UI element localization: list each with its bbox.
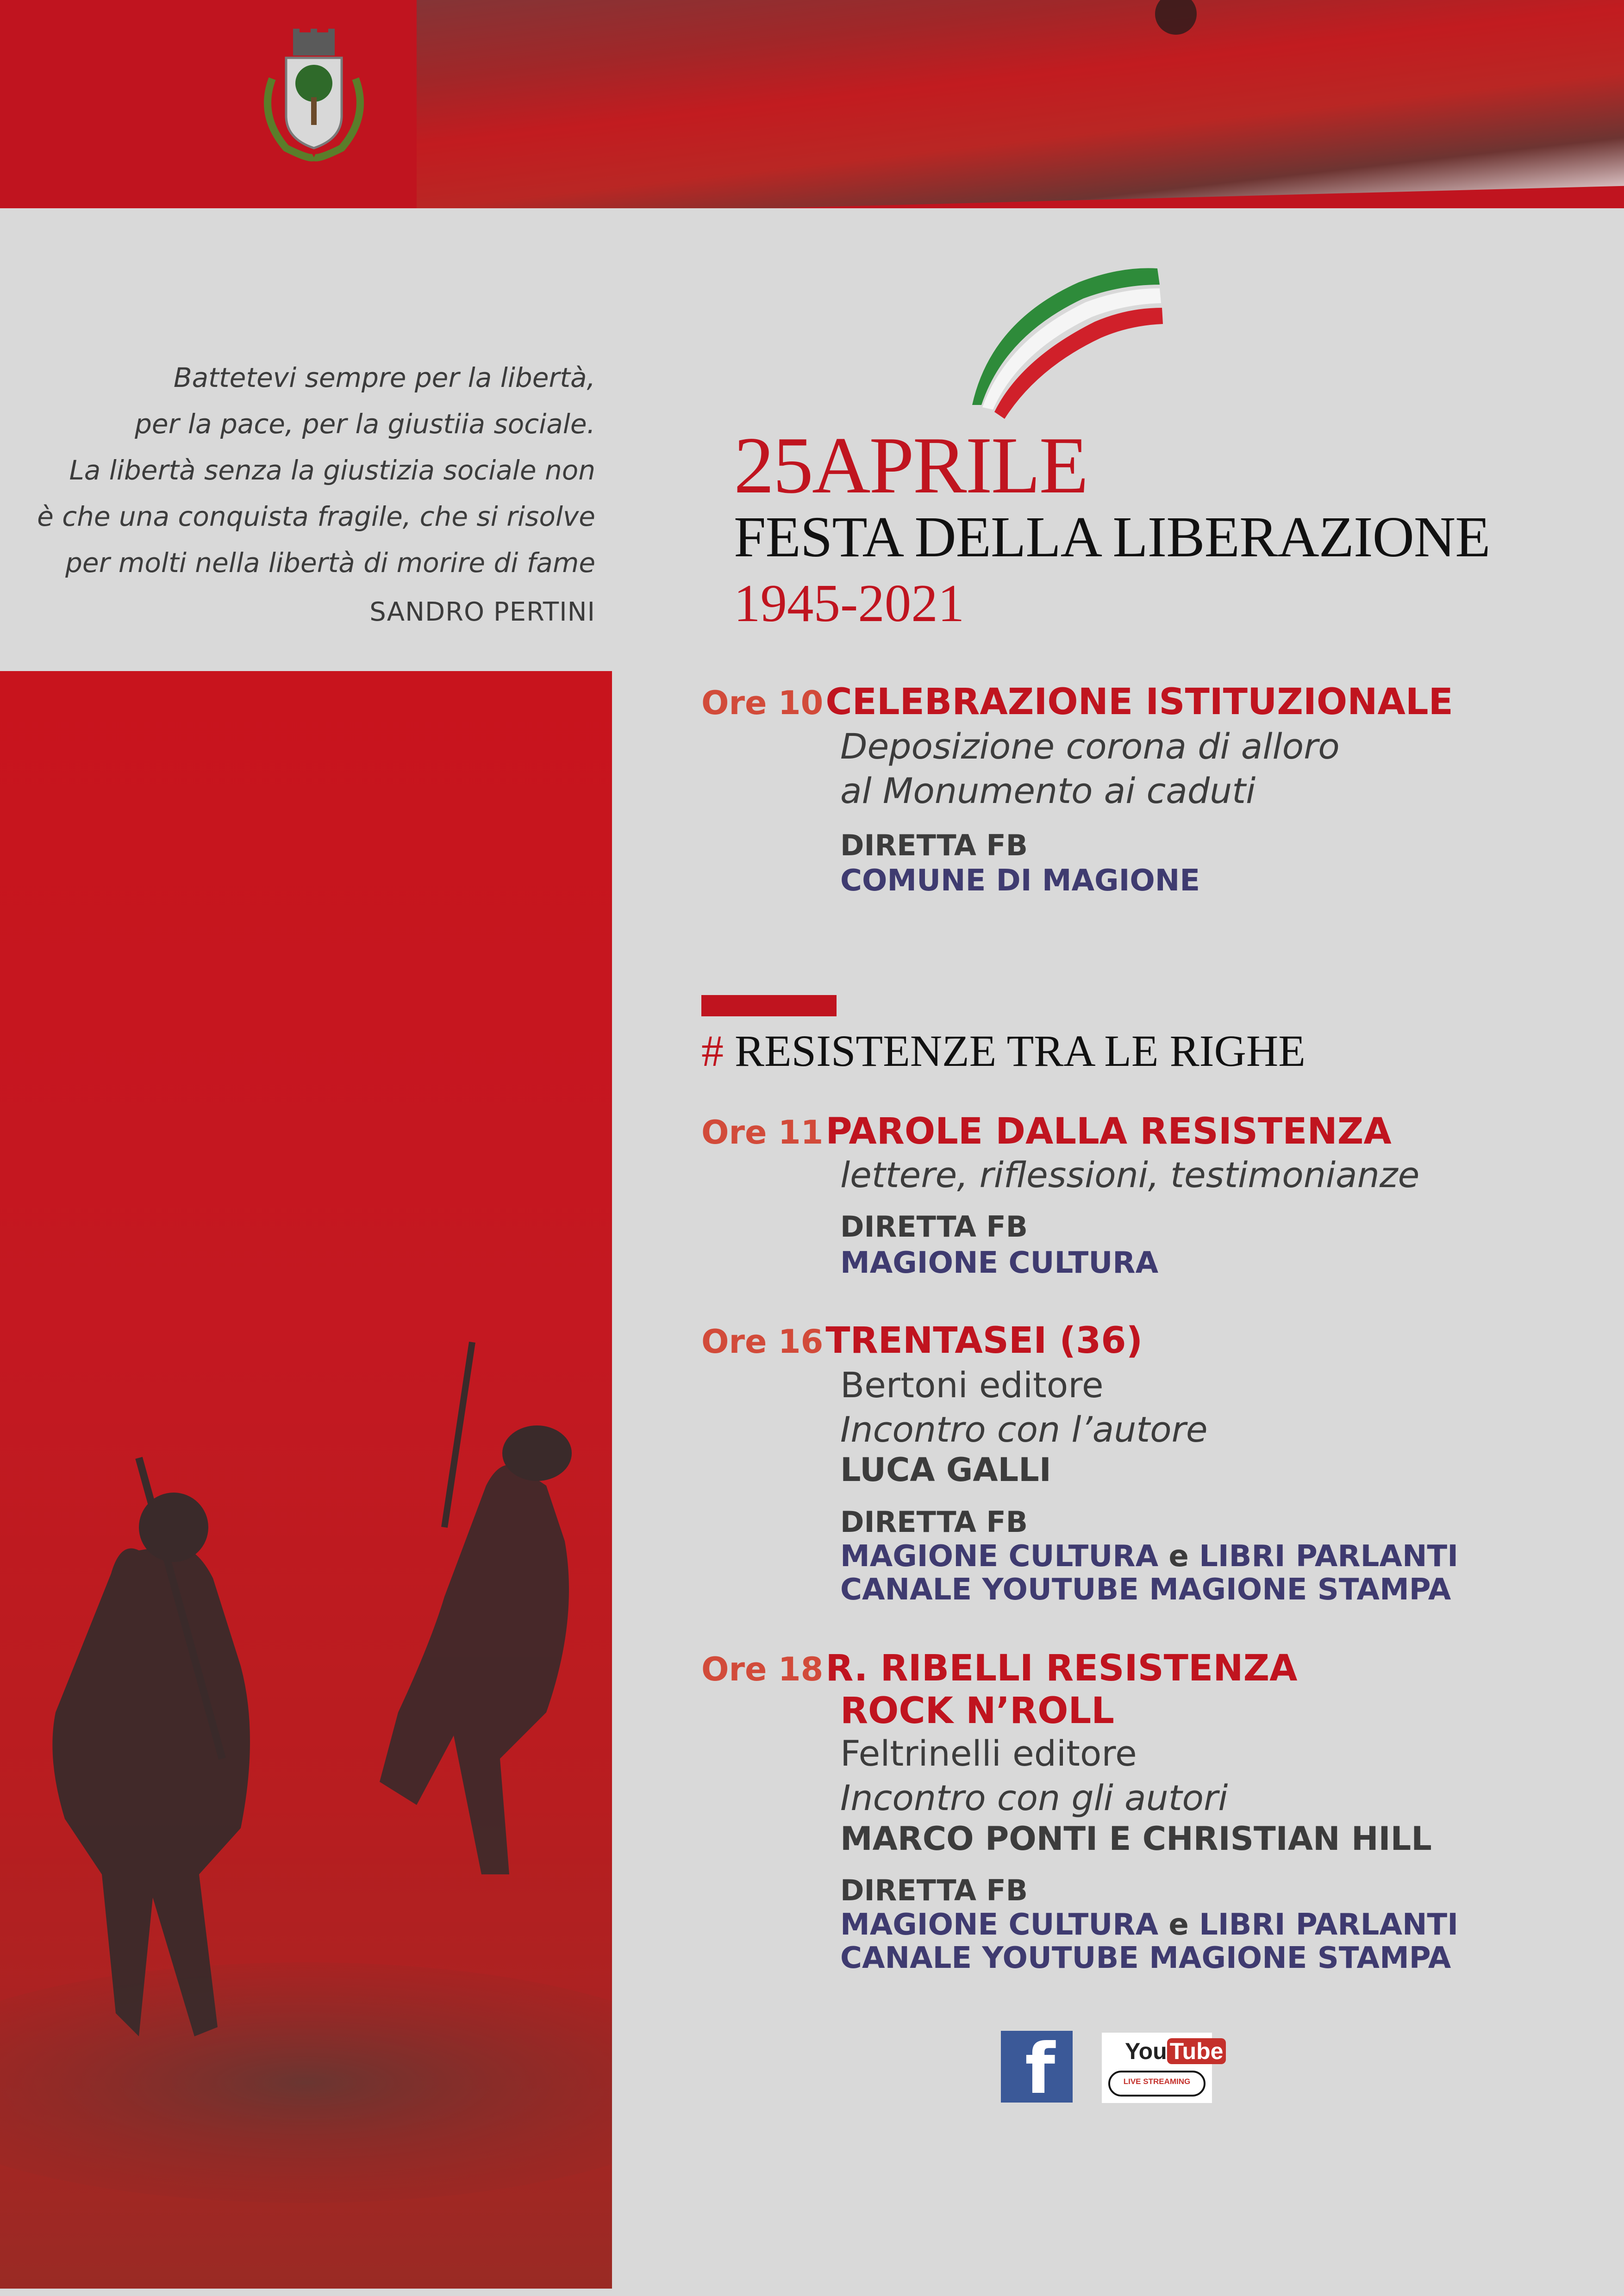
channel-conj: e bbox=[1168, 1539, 1189, 1574]
event-author: MARCO PONTI E CHRISTIAN HILL bbox=[840, 1820, 1432, 1858]
quote-line: per molti nella libertà di morire di fame bbox=[65, 547, 595, 579]
event-time: Ore 11 bbox=[701, 1114, 824, 1151]
quote-line: Battetevi sempre per la libertà, bbox=[173, 362, 595, 393]
title-date: 25APRILE bbox=[734, 420, 1087, 510]
event-title: R. RIBELLI RESISTENZA bbox=[825, 1648, 1298, 1689]
youtube-prefix: CANALE YOUTUBE bbox=[840, 1941, 1139, 1975]
top-banner bbox=[0, 0, 1624, 208]
event-time: Ore 10 bbox=[701, 684, 824, 722]
channel-line bbox=[840, 1908, 1458, 1942]
diretta-label: DIRETTA FB bbox=[840, 828, 1028, 862]
channel-line bbox=[840, 1539, 1458, 1574]
section-hash: # bbox=[701, 1026, 724, 1076]
diretta-label: DIRETTA FB bbox=[840, 1873, 1028, 1907]
channel-link[interactable]: MAGIONE CULTURA bbox=[840, 1539, 1159, 1574]
youtube-line bbox=[840, 1573, 1451, 1607]
event-time: Ore 18 bbox=[701, 1650, 824, 1688]
title-years: 1945-2021 bbox=[734, 574, 965, 633]
title-festa: FESTA DELLA LIBERAZIONE bbox=[734, 505, 1490, 569]
channel-link[interactable]: COMUNE DI MAGIONE bbox=[840, 864, 1200, 898]
event-desc: al Monumento ai caduti bbox=[840, 770, 1256, 811]
channel-link[interactable]: MAGIONE CULTURA bbox=[840, 1908, 1159, 1942]
event-author: LUCA GALLI bbox=[840, 1451, 1051, 1489]
youtube-prefix: CANALE YOUTUBE bbox=[840, 1573, 1139, 1607]
facebook-icon[interactable]: f bbox=[1001, 2031, 1073, 2103]
youtube-live-icon[interactable]: You Tube LIVE STREAMING bbox=[1102, 2033, 1212, 2103]
municipal-crest-icon bbox=[254, 28, 374, 162]
event-desc: Deposizione corona di alloro bbox=[840, 726, 1340, 767]
channel-link[interactable]: MAGIONE CULTURA bbox=[840, 1246, 1159, 1280]
banner-landscape bbox=[417, 0, 1624, 208]
youtube-channel-link[interactable]: MAGIONE STAMPA bbox=[1149, 1573, 1451, 1607]
diretta-label: DIRETTA FB bbox=[840, 1210, 1028, 1244]
event-meet: Incontro con gli autori bbox=[840, 1777, 1228, 1818]
event-ore-16 bbox=[701, 1320, 1143, 1362]
channel-link[interactable]: LIBRI PARLANTI bbox=[1199, 1908, 1458, 1942]
event-title: TRENTASEI (36) bbox=[825, 1320, 1143, 1362]
section-title bbox=[701, 1025, 1305, 1076]
section-title-text: RESISTENZE TRA LE RIGHE bbox=[735, 1026, 1305, 1076]
event-ore-11 bbox=[701, 1111, 1392, 1152]
channel-link[interactable]: LIBRI PARLANTI bbox=[1199, 1539, 1458, 1574]
event-publisher: Bertoni editore bbox=[840, 1364, 1104, 1406]
youtube-channel-link[interactable]: MAGIONE STAMPA bbox=[1149, 1941, 1451, 1975]
quote-line: per la pace, per la giustiia sociale. bbox=[135, 408, 595, 440]
event-publisher: Feltrinelli editore bbox=[840, 1733, 1137, 1774]
event-time: Ore 16 bbox=[701, 1323, 824, 1361]
quote-line: è che una conquista fragile, che si risolve bbox=[37, 501, 595, 532]
partisans-silhouette bbox=[0, 671, 612, 2289]
event-ore-18 bbox=[701, 1648, 1298, 1689]
section-divider bbox=[701, 995, 837, 1016]
event-title-cont: ROCK N’ROLL bbox=[840, 1690, 1114, 1732]
partisans-photo bbox=[0, 671, 612, 2289]
youtube-line bbox=[840, 1941, 1451, 1975]
banner-figure bbox=[1134, 0, 1218, 37]
event-meet: Incontro con l’autore bbox=[840, 1409, 1208, 1450]
italian-flag-ribbon-icon bbox=[972, 266, 1167, 419]
quote-line: La libertà senza la giustizia sociale non bbox=[69, 454, 595, 486]
event-desc: lettere, riflessioni, testimonianze bbox=[840, 1154, 1420, 1195]
quote-author: SANDRO PERTINI bbox=[369, 597, 595, 627]
channel-conj: e bbox=[1168, 1908, 1189, 1942]
diretta-label: DIRETTA FB bbox=[840, 1505, 1028, 1539]
event-title: PAROLE DALLA RESISTENZA bbox=[825, 1111, 1392, 1152]
event-title: CELEBRAZIONE ISTITUZIONALE bbox=[825, 681, 1453, 723]
event-ore-10 bbox=[701, 681, 1453, 723]
